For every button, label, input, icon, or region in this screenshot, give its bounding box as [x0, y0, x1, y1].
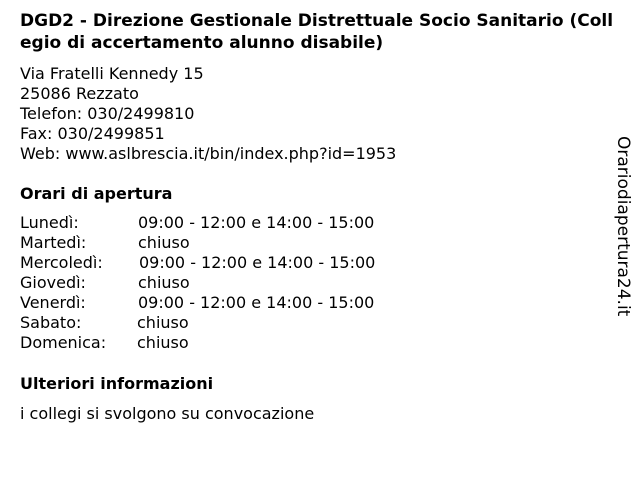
day-label: Venerdì:	[20, 293, 86, 312]
hours-row-saturday	[20, 313, 375, 333]
address-block	[20, 64, 396, 164]
hours-row-thursday	[20, 273, 375, 293]
day-label: Lunedì:	[20, 213, 79, 232]
hours-row-wednesday	[20, 253, 375, 273]
website: Web: www.aslbrescia.it/bin/index.php?id=1953	[20, 144, 397, 163]
city: 25086 Rezzato	[20, 84, 139, 103]
hours-row-friday	[20, 293, 375, 313]
hours-row-sunday	[20, 333, 375, 353]
day-label: Mercoledì:	[20, 253, 103, 272]
street-address: Via Fratelli Kennedy 15	[20, 64, 204, 83]
additional-info-heading: Ulteriori informazioni	[20, 374, 214, 393]
site-watermark: Orariodiapertura24.it	[613, 136, 633, 317]
hours-value: chiuso	[138, 233, 190, 252]
hours-value: chiuso	[137, 313, 189, 332]
additional-info-text: i collegi si svolgono su convocazione	[20, 404, 315, 423]
day-label: Giovedì:	[20, 273, 86, 292]
day-label: Domenica:	[20, 333, 107, 352]
hours-value: 09:00 - 12:00 e 14:00 - 15:00	[138, 213, 375, 232]
hours-value: 09:00 - 12:00 e 14:00 - 15:00	[138, 293, 375, 312]
hours-value: chiuso	[138, 273, 190, 292]
page-title: DGD2 - Direzione Gestionale Distrettuale Socio Sanitario (Collegio di accertamento alunno disabile)	[20, 11, 614, 53]
day-label: Martedì:	[20, 233, 87, 252]
hours-row-tuesday	[20, 233, 375, 253]
day-label: Sabato:	[20, 313, 82, 332]
hours-row-monday	[20, 213, 375, 233]
hours-value: chiuso	[137, 333, 189, 352]
hours-value: 09:00 - 12:00 e 14:00 - 15:00	[139, 253, 376, 272]
opening-hours-list	[20, 213, 375, 353]
phone-number: Telefon: 030/2499810	[20, 104, 195, 123]
opening-hours-heading: Orari di apertura	[20, 184, 173, 203]
fax-number: Fax: 030/2499851	[20, 124, 165, 143]
